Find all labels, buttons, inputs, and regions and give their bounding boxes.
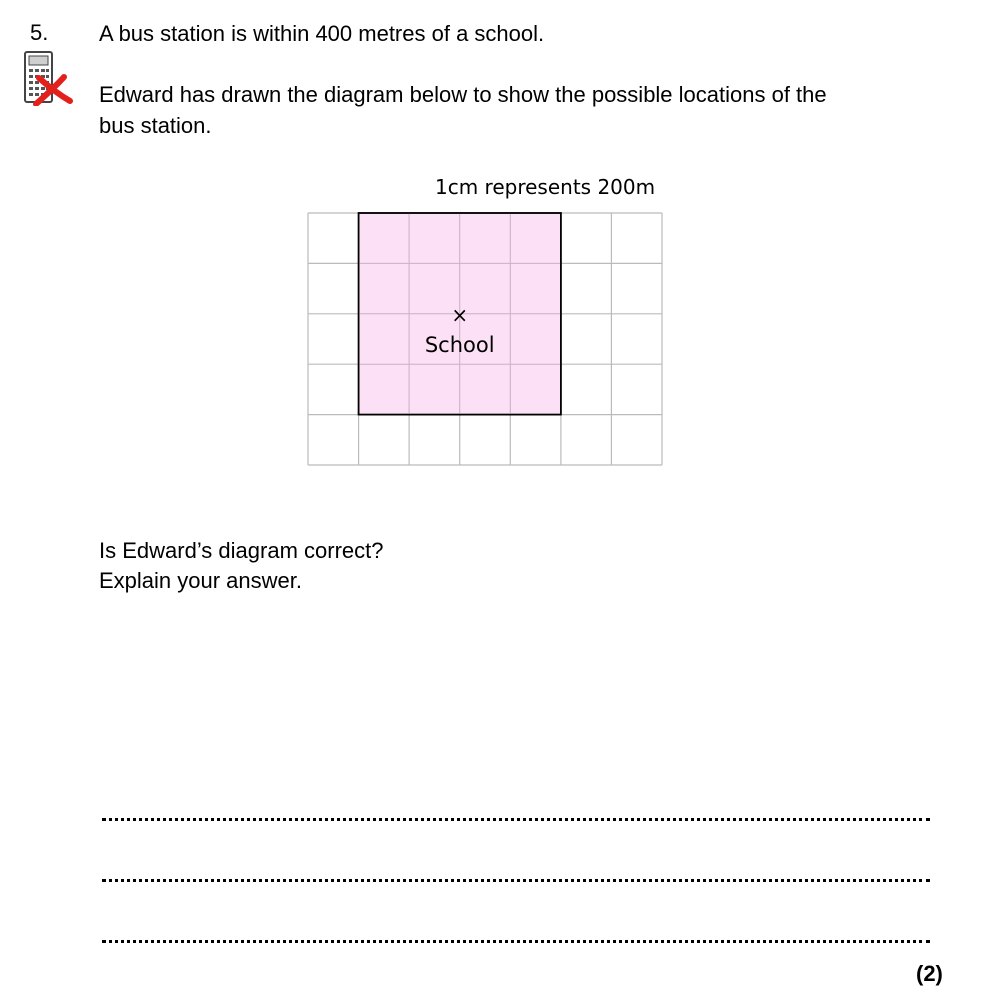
scale-label: 1cm represents 200m — [435, 175, 656, 199]
school-label: School — [424, 333, 495, 357]
question-prompt-line-1: Is Edward’s diagram correct? — [99, 538, 384, 563]
grid-diagram — [300, 168, 680, 473]
school-marker: × — [451, 303, 469, 327]
answer-line-3[interactable] — [102, 940, 930, 943]
question-number: 5. — [30, 20, 49, 45]
marks-label: (2) — [916, 961, 943, 986]
question-setup-line-1: Edward has drawn the diagram below to show the possible locations of the — [99, 82, 827, 107]
question-prompt-line-2: Explain your answer. — [99, 568, 302, 593]
no-calculator-icon — [22, 50, 74, 106]
answer-line-1[interactable] — [102, 818, 930, 821]
answer-line-2[interactable] — [102, 879, 930, 882]
question-intro: A bus station is within 400 metres of a school. — [99, 21, 545, 46]
question-setup-line-2: bus station. — [99, 113, 212, 138]
answer-area[interactable] — [102, 818, 930, 1001]
